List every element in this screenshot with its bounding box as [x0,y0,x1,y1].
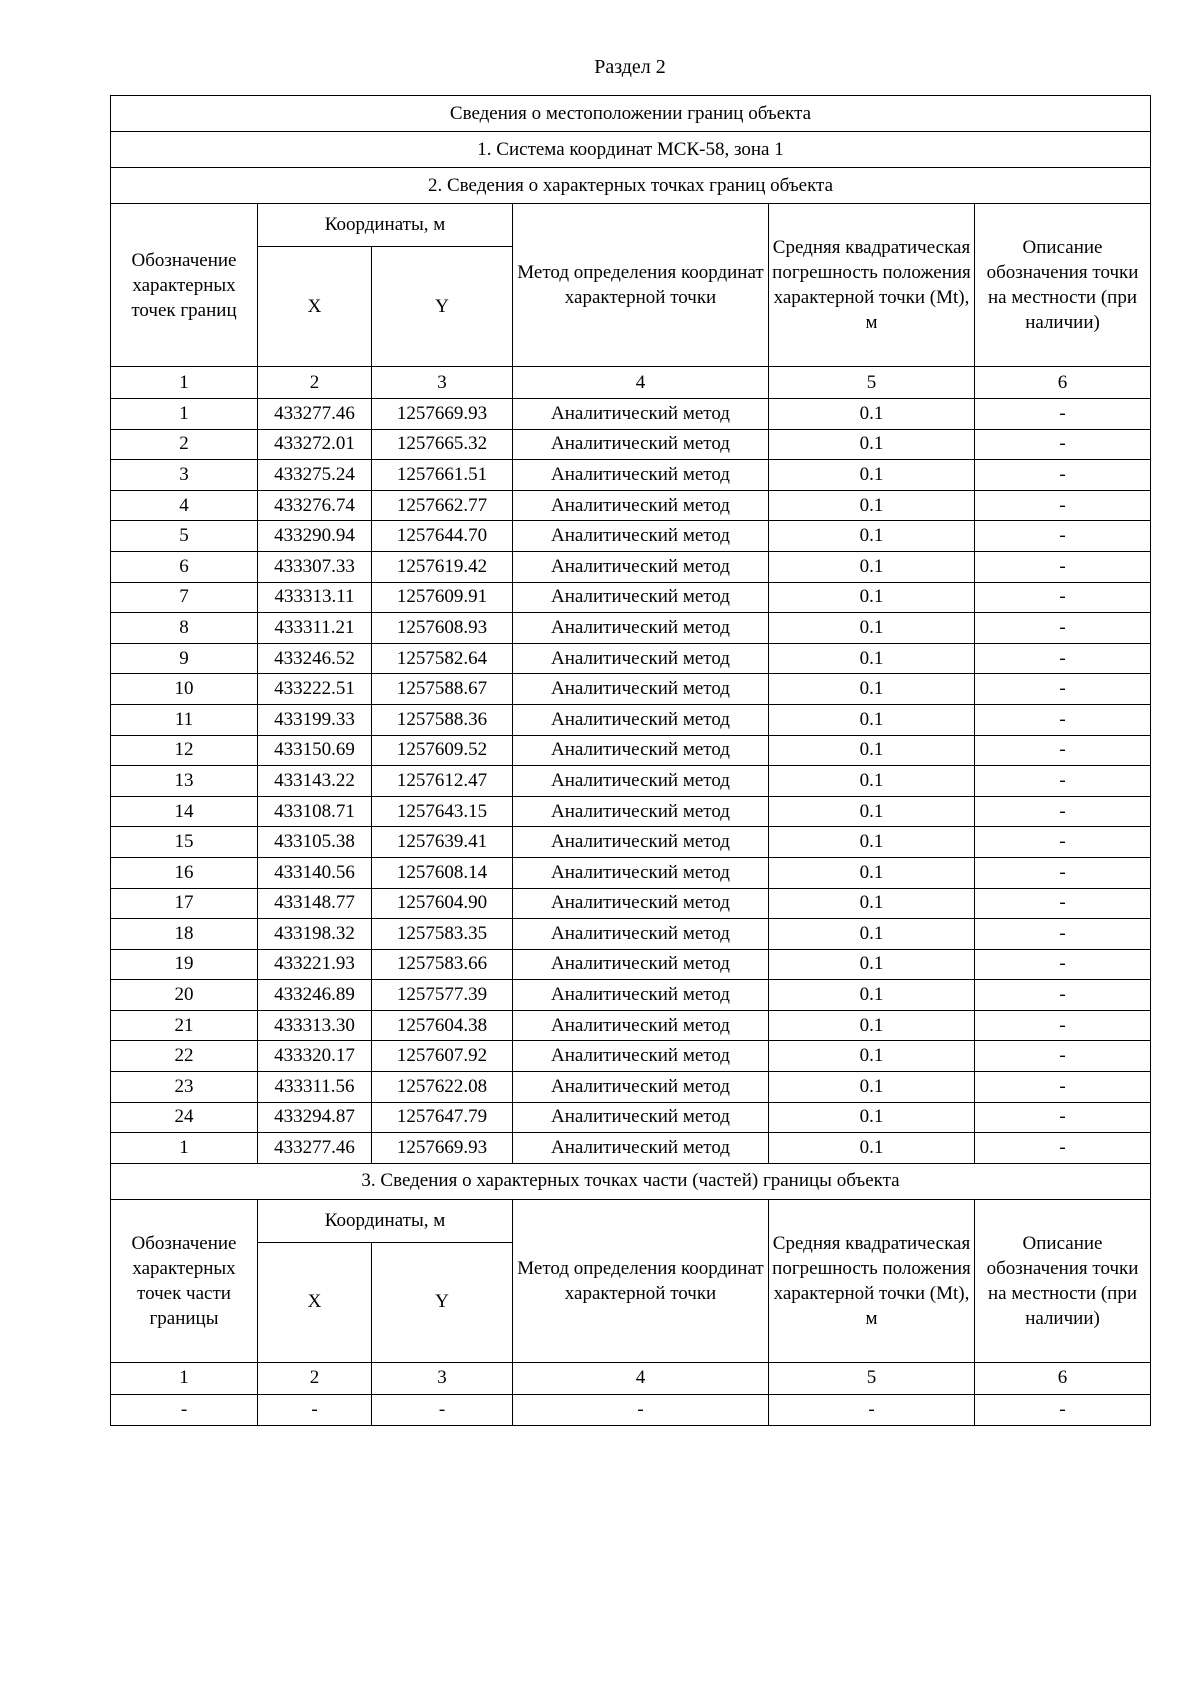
part-cell: - [111,1394,258,1425]
cell-point: 9 [111,643,258,674]
cell-point: 22 [111,1041,258,1072]
cell-x: 433276.74 [258,490,372,521]
part-header-coords: Координаты, м [258,1199,513,1242]
cell-desc: - [975,827,1151,858]
header-x: X [258,247,372,367]
header-description: Описание обозначения точки на местности (при наличии) [975,204,1151,367]
cell-x: 433222.51 [258,674,372,705]
table-row [111,735,1151,766]
cell-method: Аналитический метод [513,643,769,674]
part-header-description: Описание обозначения точки на местности (при наличии) [975,1199,1151,1362]
table-row [111,1072,1151,1103]
cell-mt: 0.1 [769,460,975,491]
cell-mt: 0.1 [769,766,975,797]
cell-x: 433290.94 [258,521,372,552]
header-error: Средняя квадратическая погрешность положения характерной точки (Mt), м [769,204,975,367]
cell-method: Аналитический метод [513,949,769,980]
cell-mt: 0.1 [769,551,975,582]
col-number: 3 [372,367,513,399]
cell-method: Аналитический метод [513,796,769,827]
cell-x: 433246.89 [258,980,372,1011]
cell-desc: - [975,888,1151,919]
cell-method: Аналитический метод [513,490,769,521]
col-number: 4 [513,1362,769,1394]
cell-point: 1 [111,1133,258,1164]
cell-mt: 0.1 [769,1041,975,1072]
part-header-method: Метод определения координат характерной точки [513,1199,769,1362]
col-number: 1 [111,1362,258,1394]
cell-point: 14 [111,796,258,827]
col-number: 2 [258,1362,372,1394]
cell-x: 433313.11 [258,582,372,613]
cell-x: 433307.33 [258,551,372,582]
part-column-number-row [111,1362,1151,1394]
cell-y: 1257607.92 [372,1041,513,1072]
part-header-designation: Обозначение характерных точек части границы [111,1199,258,1362]
cell-desc: - [975,919,1151,950]
part-empty-row [111,1394,1151,1425]
header-y: Y [372,247,513,367]
col-number: 3 [372,1362,513,1394]
cell-mt: 0.1 [769,582,975,613]
cell-method: Аналитический метод [513,857,769,888]
cell-desc: - [975,766,1151,797]
cell-method: Аналитический метод [513,704,769,735]
cell-point: 2 [111,429,258,460]
cell-point: 7 [111,582,258,613]
cell-y: 1257647.79 [372,1102,513,1133]
cell-x: 433313.30 [258,1010,372,1041]
cell-mt: 0.1 [769,1010,975,1041]
cell-point: 6 [111,551,258,582]
cell-method: Аналитический метод [513,919,769,950]
cell-desc: - [975,704,1151,735]
cell-desc: - [975,643,1151,674]
table-row [111,613,1151,644]
col-number: 1 [111,367,258,399]
table-row [111,1041,1151,1072]
cell-mt: 0.1 [769,674,975,705]
cell-y: 1257619.42 [372,551,513,582]
cell-x: 433108.71 [258,796,372,827]
cell-y: 1257582.64 [372,643,513,674]
cell-method: Аналитический метод [513,521,769,552]
cell-method: Аналитический метод [513,399,769,430]
table-row [111,980,1151,1011]
cell-method: Аналитический метод [513,460,769,491]
cell-y: 1257604.38 [372,1010,513,1041]
cell-x: 433246.52 [258,643,372,674]
cell-x: 433105.38 [258,827,372,858]
header-method: Метод определения координат характерной точки [513,204,769,367]
table-row [111,551,1151,582]
header-coords: Координаты, м [258,204,513,247]
cell-y: 1257608.14 [372,857,513,888]
cell-point: 15 [111,827,258,858]
part-header-y: Y [372,1242,513,1362]
cell-y: 1257608.93 [372,613,513,644]
cell-desc: - [975,521,1151,552]
cell-x: 433275.24 [258,460,372,491]
cell-method: Аналитический метод [513,888,769,919]
cell-method: Аналитический метод [513,735,769,766]
part-cell: - [513,1394,769,1425]
cell-mt: 0.1 [769,735,975,766]
col-number: 6 [975,1362,1151,1394]
table-row [111,460,1151,491]
table-row [111,704,1151,735]
cell-method: Аналитический метод [513,1102,769,1133]
cell-point: 19 [111,949,258,980]
cell-mt: 0.1 [769,827,975,858]
table-row [111,796,1151,827]
cell-point: 21 [111,1010,258,1041]
cell-mt: 0.1 [769,949,975,980]
cell-y: 1257662.77 [372,490,513,521]
cell-point: 1 [111,399,258,430]
table-row [111,1102,1151,1133]
cell-point: 5 [111,521,258,552]
part-section-header: 3. Сведения о характерных точках части (частей) границы объекта [111,1163,1151,1199]
cell-x: 433272.01 [258,429,372,460]
points-section-header: 2. Сведения о характерных точках границ объекта [111,168,1151,204]
cell-x: 433148.77 [258,888,372,919]
cell-y: 1257643.15 [372,796,513,827]
cell-mt: 0.1 [769,643,975,674]
coord-system: 1. Система координат МСК-58, зона 1 [111,132,1151,168]
table-row [111,1010,1151,1041]
cell-mt: 0.1 [769,521,975,552]
cell-x: 433277.46 [258,399,372,430]
cell-x: 433311.21 [258,613,372,644]
cell-desc: - [975,796,1151,827]
cell-point: 24 [111,1102,258,1133]
cell-desc: - [975,674,1151,705]
cell-x: 433294.87 [258,1102,372,1133]
cell-x: 433150.69 [258,735,372,766]
cell-mt: 0.1 [769,1133,975,1164]
cell-y: 1257665.32 [372,429,513,460]
cell-x: 433277.46 [258,1133,372,1164]
cell-point: 12 [111,735,258,766]
col-number: 5 [769,1362,975,1394]
table-row [111,827,1151,858]
cell-desc: - [975,949,1151,980]
cell-mt: 0.1 [769,919,975,950]
col-number: 5 [769,367,975,399]
cell-y: 1257669.93 [372,399,513,430]
table-row [111,949,1151,980]
cell-y: 1257583.66 [372,949,513,980]
cell-desc: - [975,613,1151,644]
cell-mt: 0.1 [769,1102,975,1133]
cell-mt: 0.1 [769,613,975,644]
table-row [111,429,1151,460]
header-designation: Обозначение характерных точек границ [111,204,258,367]
cell-mt: 0.1 [769,1072,975,1103]
cell-method: Аналитический метод [513,1072,769,1103]
cell-y: 1257583.35 [372,919,513,950]
part-header-x: X [258,1242,372,1362]
cell-mt: 0.1 [769,888,975,919]
part-header-error: Средняя квадратическая погрешность положения характерной точки (Mt), м [769,1199,975,1362]
cell-method: Аналитический метод [513,980,769,1011]
cell-x: 433143.22 [258,766,372,797]
table-row [111,490,1151,521]
cell-y: 1257588.67 [372,674,513,705]
cell-desc: - [975,1072,1151,1103]
cell-x: 433221.93 [258,949,372,980]
cell-x: 433198.32 [258,919,372,950]
cell-y: 1257612.47 [372,766,513,797]
cell-x: 433311.56 [258,1072,372,1103]
cell-method: Аналитический метод [513,429,769,460]
cell-y: 1257644.70 [372,521,513,552]
col-number: 2 [258,367,372,399]
table-row [111,674,1151,705]
cell-y: 1257622.08 [372,1072,513,1103]
table-row [111,919,1151,950]
cell-mt: 0.1 [769,704,975,735]
cell-desc: - [975,1041,1151,1072]
cell-point: 23 [111,1072,258,1103]
cell-desc: - [975,1010,1151,1041]
cell-point: 13 [111,766,258,797]
part-cell: - [975,1394,1151,1425]
table-row [111,766,1151,797]
cell-mt: 0.1 [769,980,975,1011]
cell-desc: - [975,980,1151,1011]
cell-desc: - [975,460,1151,491]
table-row [111,582,1151,613]
cell-method: Аналитический метод [513,613,769,644]
cell-method: Аналитический метод [513,1010,769,1041]
table-row [111,521,1151,552]
cell-y: 1257639.41 [372,827,513,858]
cell-desc: - [975,857,1151,888]
cell-y: 1257609.52 [372,735,513,766]
cell-method: Аналитический метод [513,551,769,582]
col-number: 4 [513,367,769,399]
cell-desc: - [975,551,1151,582]
cell-mt: 0.1 [769,796,975,827]
part-cell: - [769,1394,975,1425]
cell-method: Аналитический метод [513,1133,769,1164]
table-title: Сведения о местоположении границ объекта [111,96,1151,132]
cell-point: 16 [111,857,258,888]
table-row [111,643,1151,674]
cell-method: Аналитический метод [513,582,769,613]
table-row [111,888,1151,919]
cell-desc: - [975,429,1151,460]
table-row [111,1133,1151,1164]
cell-y: 1257604.90 [372,888,513,919]
cell-mt: 0.1 [769,857,975,888]
cell-point: 3 [111,460,258,491]
cell-point: 20 [111,980,258,1011]
cell-point: 4 [111,490,258,521]
cell-y: 1257669.93 [372,1133,513,1164]
cell-method: Аналитический метод [513,766,769,797]
cell-y: 1257661.51 [372,460,513,491]
cell-point: 8 [111,613,258,644]
cell-y: 1257588.36 [372,704,513,735]
cell-method: Аналитический метод [513,827,769,858]
table-row [111,857,1151,888]
section-label: Раздел 2 [594,56,666,78]
cell-desc: - [975,1133,1151,1164]
boundary-table [110,95,1151,1426]
cell-y: 1257577.39 [372,980,513,1011]
part-cell: - [258,1394,372,1425]
cell-point: 11 [111,704,258,735]
table-row [111,399,1151,430]
cell-desc: - [975,399,1151,430]
cell-desc: - [975,1102,1151,1133]
cell-point: 10 [111,674,258,705]
cell-mt: 0.1 [769,399,975,430]
cell-desc: - [975,735,1151,766]
cell-x: 433140.56 [258,857,372,888]
cell-mt: 0.1 [769,429,975,460]
cell-x: 433199.33 [258,704,372,735]
cell-desc: - [975,490,1151,521]
cell-point: 18 [111,919,258,950]
col-number: 6 [975,367,1151,399]
column-number-row [111,367,1151,399]
cell-method: Аналитический метод [513,674,769,705]
cell-method: Аналитический метод [513,1041,769,1072]
cell-y: 1257609.91 [372,582,513,613]
cell-mt: 0.1 [769,490,975,521]
cell-desc: - [975,582,1151,613]
cell-x: 433320.17 [258,1041,372,1072]
cell-point: 17 [111,888,258,919]
part-cell: - [372,1394,513,1425]
